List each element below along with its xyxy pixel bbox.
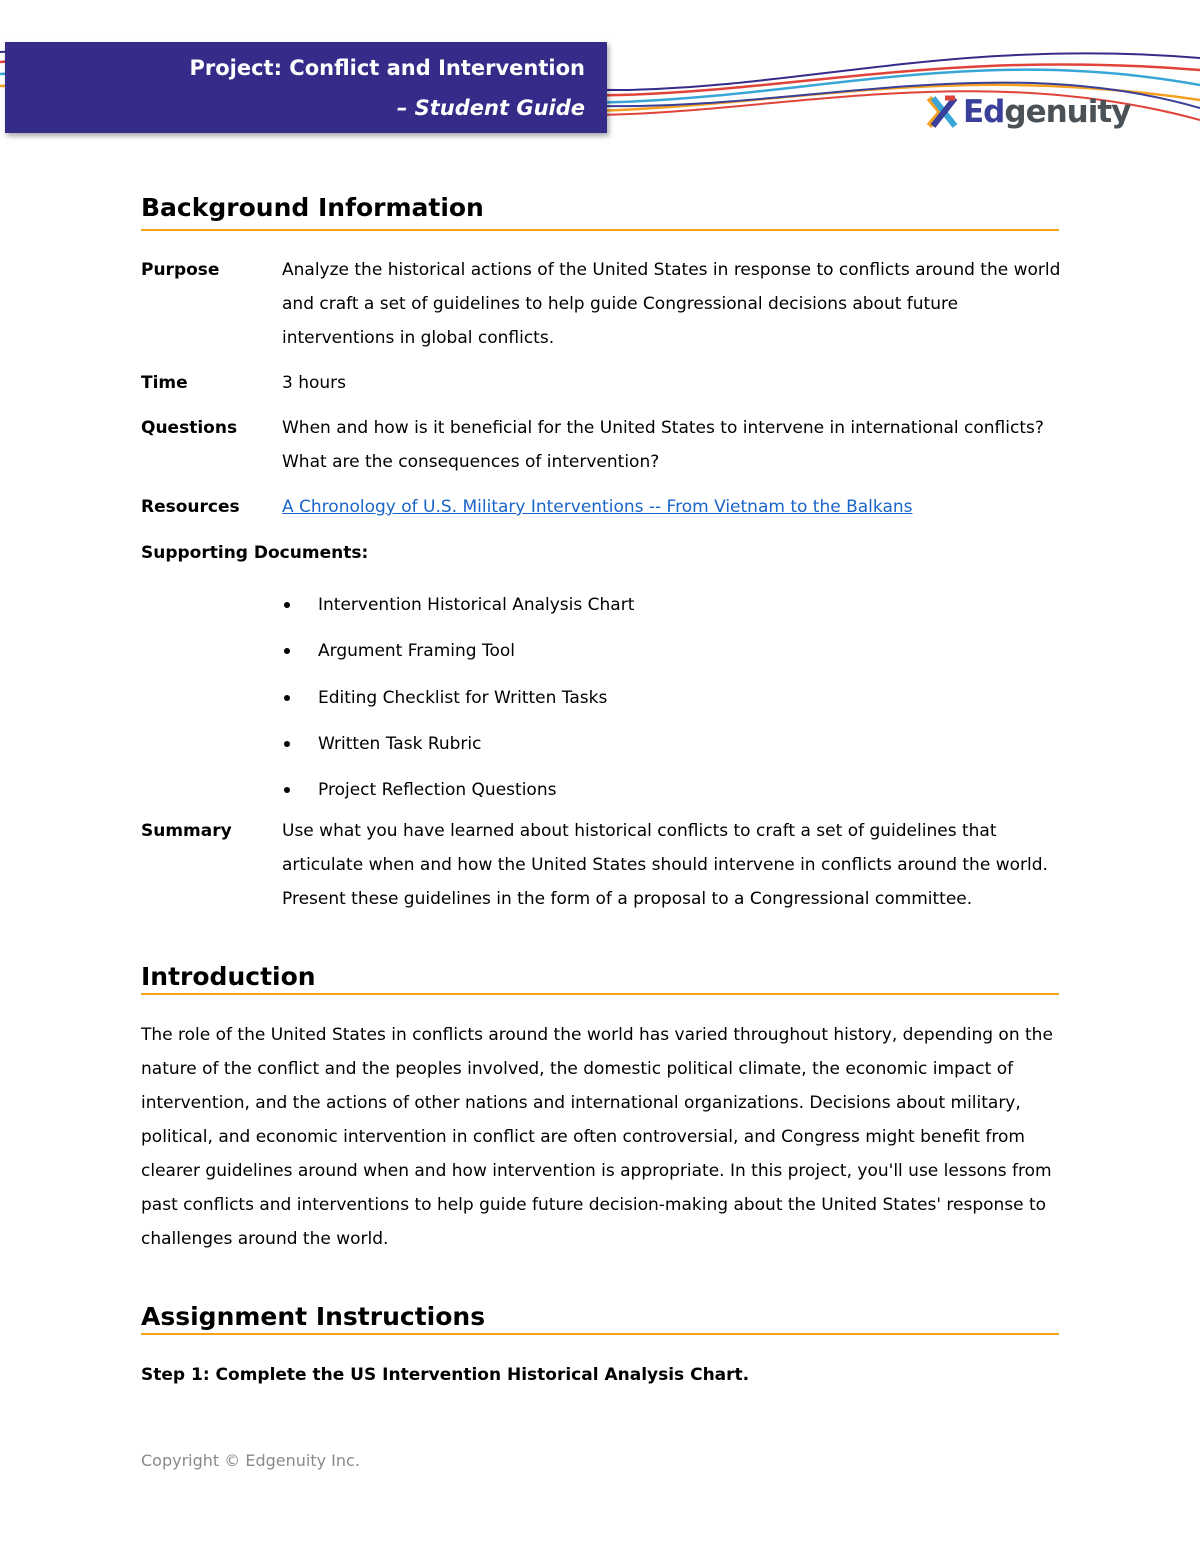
resources-link[interactable]: A Chronology of U.S. Military Interventions -- From Vietnam to the Balkans bbox=[282, 497, 913, 517]
purpose-text: Analyze the historical actions of the United States in response to conflicts around the world and craft a set of guidelines to help guide Congressional decisions about future interventions in global conflicts. bbox=[282, 260, 1061, 348]
questions-text: When and how is it beneficial for the United States to intervene in international conflicts? What are the consequences of intervention? bbox=[282, 418, 1044, 472]
introduction-text: The role of the United States in conflicts around the world has varied throughout history, depending on the nature of the conflict and the peoples involved, the domestic political climate, the economic impact of intervention, and the actions of other nations and international organizations. Decisions about military, political, and economic intervention in conflict are often controversial, and Congress might benefit from clearer guidelines around when and how intervention is appropriate. In this project, you'll use lessons from past conflicts and interventions to help guide future decision-making about the United States' response to challenges around the world. bbox=[141, 1025, 1053, 1249]
document-subtitle: – Student Guide bbox=[396, 96, 585, 120]
list-item-text: Argument Framing Tool bbox=[318, 641, 515, 662]
bullet-icon bbox=[284, 648, 290, 654]
questions-label: Questions bbox=[141, 418, 238, 438]
section-divider bbox=[141, 229, 1059, 231]
list-item bbox=[282, 675, 634, 721]
section-divider bbox=[141, 993, 1059, 995]
copyright-footer: Copyright © Edgenuity Inc. bbox=[141, 1451, 360, 1470]
background-heading: Background Information bbox=[141, 193, 484, 222]
time-label: Time bbox=[141, 373, 188, 393]
summary-text: Use what you have learned about historical conflicts to craft a set of guidelines that articulate when and how the United States should intervene in conflicts around the world. Present these guidelines in the form of a proposal to a Congressional committee. bbox=[282, 821, 1048, 909]
bullet-icon bbox=[284, 695, 290, 701]
list-item-text: Written Task Rubric bbox=[318, 734, 482, 755]
edgenuity-x-icon bbox=[925, 95, 961, 129]
list-item-text: Intervention Historical Analysis Chart bbox=[318, 595, 635, 616]
document-title: Project: Conflict and Intervention bbox=[189, 56, 585, 80]
purpose-label: Purpose bbox=[141, 260, 220, 280]
resources-label: Resources bbox=[141, 497, 240, 517]
list-item-text: Editing Checklist for Written Tasks bbox=[318, 687, 608, 708]
list-item bbox=[282, 628, 634, 674]
list-item-text: Project Reflection Questions bbox=[318, 780, 557, 801]
bullet-icon bbox=[284, 741, 290, 747]
supporting-documents-label: Supporting Documents: bbox=[141, 543, 369, 563]
time-text: 3 hours bbox=[282, 373, 347, 393]
summary-label: Summary bbox=[141, 821, 232, 841]
list-item bbox=[282, 767, 634, 813]
list-item bbox=[282, 582, 634, 628]
bullet-icon bbox=[284, 602, 290, 608]
logo-text-ed: Ed bbox=[963, 94, 1005, 130]
introduction-heading: Introduction bbox=[141, 962, 316, 991]
assignment-heading: Assignment Instructions bbox=[141, 1302, 486, 1331]
bullet-icon bbox=[284, 787, 290, 793]
section-divider bbox=[141, 1333, 1059, 1335]
list-item bbox=[282, 721, 634, 767]
logo-text-genuity: genuity bbox=[1004, 94, 1131, 130]
supporting-documents-list bbox=[282, 582, 634, 813]
edgenuity-logo bbox=[925, 92, 1130, 132]
step-1-heading: Step 1: Complete the US Intervention Historical Analysis Chart. bbox=[141, 1365, 750, 1385]
header-banner bbox=[5, 42, 607, 133]
